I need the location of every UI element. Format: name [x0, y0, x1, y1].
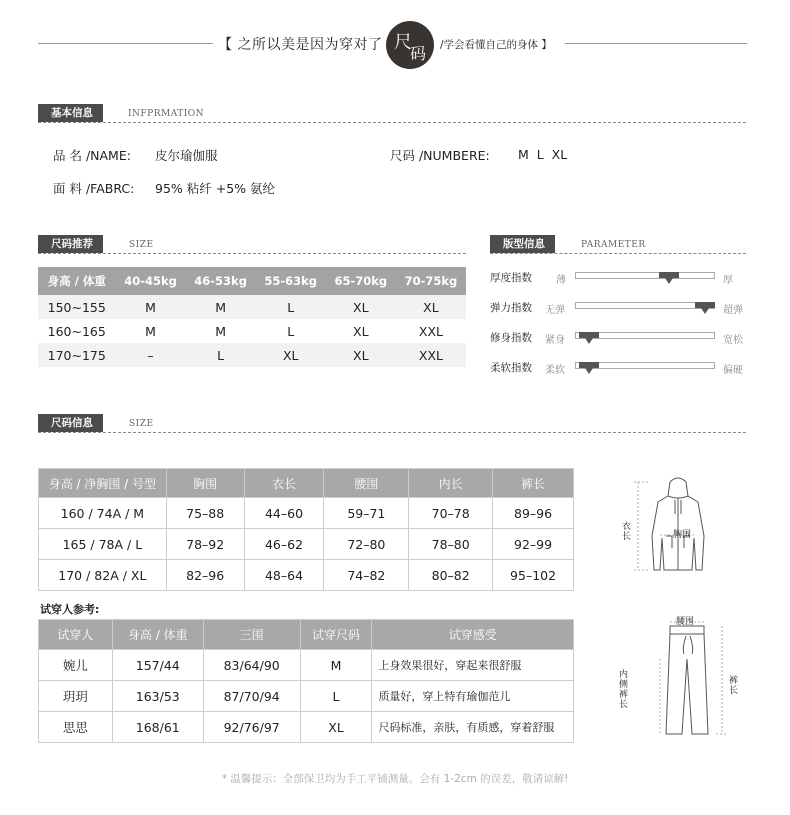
table-cell: 78–92 [166, 529, 244, 560]
fabric-value: 95% 粘纤 +5% 氨纶 [155, 181, 276, 196]
table-cell: 59–71 [324, 498, 409, 529]
table-cell: 尺码标准，亲肤，有质感，穿着舒服 [372, 712, 574, 743]
table-row [39, 560, 574, 591]
table-cell: 72–80 [324, 529, 409, 560]
table-cell: XXL [418, 323, 443, 339]
table-cell: XL [326, 295, 396, 319]
column-header: 身高 / 体重 [112, 620, 203, 650]
table-cell: 80–82 [409, 560, 493, 591]
column-header: 70-75kg [396, 267, 466, 295]
table-row [39, 529, 574, 560]
column-header: 三围 [203, 620, 300, 650]
table-cell: 74–82 [324, 560, 409, 591]
parameter-label: 修身指数 [490, 332, 532, 344]
chest-label: 胸围 [673, 530, 692, 540]
parameter-max-label: 超弹 [723, 305, 743, 316]
table-row [39, 498, 574, 529]
section-tag-basic: 基本信息 [38, 104, 103, 122]
table-cell: 44–60 [244, 498, 324, 529]
parameter-min-label: 紧身 [545, 335, 565, 346]
section-sub-sizeinfo: SIZE [129, 419, 154, 429]
table-cell: XL [326, 343, 396, 367]
table-cell: M [186, 295, 256, 319]
column-header: 内长 [409, 469, 493, 498]
jacket-diagram [620, 474, 730, 579]
inseam-label: 内侧裤长 [619, 670, 629, 710]
table-row [38, 295, 466, 319]
jacket-length-label: 衣长 [622, 522, 632, 542]
header-slogan-left: 【 之所以美是因为穿对了 [218, 37, 383, 53]
table-cell: 46–62 [244, 529, 324, 560]
section-divider-sizeinfo [38, 432, 746, 433]
header-rule-right [565, 43, 747, 44]
size-info-table [38, 468, 574, 591]
table-cell: XL [353, 323, 369, 339]
section-sub-basic: INFPRMATION [128, 109, 205, 119]
section-sub-parameter: PARAMETER [581, 240, 646, 250]
badge-char-2: 码 [410, 44, 427, 63]
section-divider-basic [38, 122, 746, 123]
tryon-table [38, 619, 574, 743]
table-cell: 思思 [39, 712, 113, 743]
table-cell: 160 / 74A / M [39, 498, 167, 529]
parameter-max-label: 偏硬 [723, 365, 743, 376]
table-cell: 163/53 [112, 681, 203, 712]
table-cell: M [215, 323, 227, 339]
table-cell: 78–80 [409, 529, 493, 560]
header-slogan-right: /学会看懂自己的身体 】 [440, 39, 552, 51]
table-cell: 玥玥 [39, 681, 113, 712]
parameter-track [575, 302, 715, 309]
parameter-pointer [585, 338, 593, 344]
table-cell: 170~175 [38, 343, 115, 367]
table-cell: M [145, 323, 156, 339]
table-cell: 95–102 [493, 560, 574, 591]
pants-length-label: 裤长 [729, 676, 739, 696]
parameter-min-label: 柔软 [545, 365, 565, 376]
table-row [39, 712, 574, 743]
table-cell: M [115, 295, 185, 319]
table-header-row [38, 267, 466, 295]
size-recommend-table [38, 267, 466, 367]
table-cell: 上身效果很好，穿起来很舒服 [372, 650, 574, 681]
waist-label: 腰围 [676, 617, 695, 627]
size-value: M L XL [518, 147, 568, 162]
parameter-max-label: 宽松 [723, 335, 743, 346]
section-divider-recommend [38, 253, 466, 254]
fabric-label: 面 料 /FABRC: [53, 181, 135, 196]
section-divider-parameter [490, 253, 746, 254]
table-row [39, 681, 574, 712]
table-cell: XL [300, 712, 372, 743]
table-cell: 48–64 [244, 560, 324, 591]
table-row [39, 650, 574, 681]
table-cell: 82–96 [166, 560, 244, 591]
column-header: 55-63kg [256, 267, 326, 295]
table-cell: 70–78 [409, 498, 493, 529]
section-tag-sizeinfo: 尺码信息 [38, 414, 103, 432]
pants-diagram [630, 614, 740, 739]
parameter-min-label: 无弹 [545, 305, 565, 316]
table-cell: 92/76/97 [203, 712, 300, 743]
column-header: 试穿尺码 [300, 620, 372, 650]
parameter-pointer [665, 278, 673, 284]
column-header: 试穿感受 [372, 620, 574, 650]
table-cell: 160~165 [47, 323, 106, 339]
table-cell: 质量好，穿上特有瑜伽范儿 [372, 681, 574, 712]
column-header: 46-53kg [186, 267, 256, 295]
parameter-max-label: 厚 [723, 275, 733, 286]
parameter-label: 弹力指数 [490, 302, 532, 314]
table-cell: 92–99 [493, 529, 574, 560]
table-header-row [39, 469, 574, 498]
column-header: 胸围 [166, 469, 244, 498]
name-value: 皮尔瑜伽服 [155, 148, 218, 163]
table-cell: 150~155 [38, 295, 115, 319]
tryon-title: 试穿人参考: [40, 603, 100, 616]
measurement-note: * 温馨提示：全部保卫均为手工平铺测量。会有 1-2cm 的误差，敬请谅解! [221, 773, 569, 785]
section-tag-recommend: 尺码推荐 [38, 235, 103, 253]
header-rule-left [38, 43, 213, 44]
section-sub-recommend: SIZE [129, 240, 154, 250]
table-row [38, 319, 466, 343]
table-cell: 165 / 78A / L [39, 529, 167, 560]
column-header: 40-45kg [115, 267, 185, 295]
table-cell: M [300, 650, 372, 681]
table-cell: 168/61 [112, 712, 203, 743]
parameter-track [575, 272, 715, 279]
table-cell: L [256, 295, 326, 319]
parameter-min-label: 薄 [556, 275, 566, 286]
column-header: 身高 / 体重 [38, 267, 115, 295]
table-cell: 157/44 [112, 650, 203, 681]
column-header: 腰围 [324, 469, 409, 498]
column-header: 衣长 [244, 469, 324, 498]
table-cell: 75–88 [166, 498, 244, 529]
table-cell: L [287, 323, 295, 339]
parameter-label: 厚度指数 [490, 272, 532, 284]
table-cell: 170 / 82A / XL [39, 560, 167, 591]
size-label: 尺码 /NUMBERE: [390, 148, 490, 163]
badge-char-1: 尺 [394, 32, 412, 53]
table-cell: L [300, 681, 372, 712]
table-row [38, 343, 466, 367]
table-cell: 婉儿 [39, 650, 113, 681]
table-cell: XXL [396, 343, 466, 367]
parameter-label: 柔软指数 [490, 362, 532, 374]
parameter-pointer [585, 368, 593, 374]
parameter-pointer [701, 308, 709, 314]
table-cell: L [186, 343, 256, 367]
table-cell: XL [256, 343, 326, 367]
column-header: 65-70kg [326, 267, 396, 295]
column-header: 试穿人 [39, 620, 113, 650]
table-cell: 83/64/90 [203, 650, 300, 681]
column-header: 裤长 [493, 469, 574, 498]
table-cell: 87/70/94 [203, 681, 300, 712]
header-size-badge [386, 21, 434, 69]
table-header-row [39, 620, 574, 650]
name-label: 品 名 /NAME: [53, 148, 131, 163]
table-cell: – [115, 343, 185, 367]
column-header: 身高 / 净胸围 / 号型 [39, 469, 167, 498]
table-cell: XL [396, 295, 466, 319]
table-cell: 89–96 [493, 498, 574, 529]
section-tag-parameter: 版型信息 [490, 235, 555, 253]
